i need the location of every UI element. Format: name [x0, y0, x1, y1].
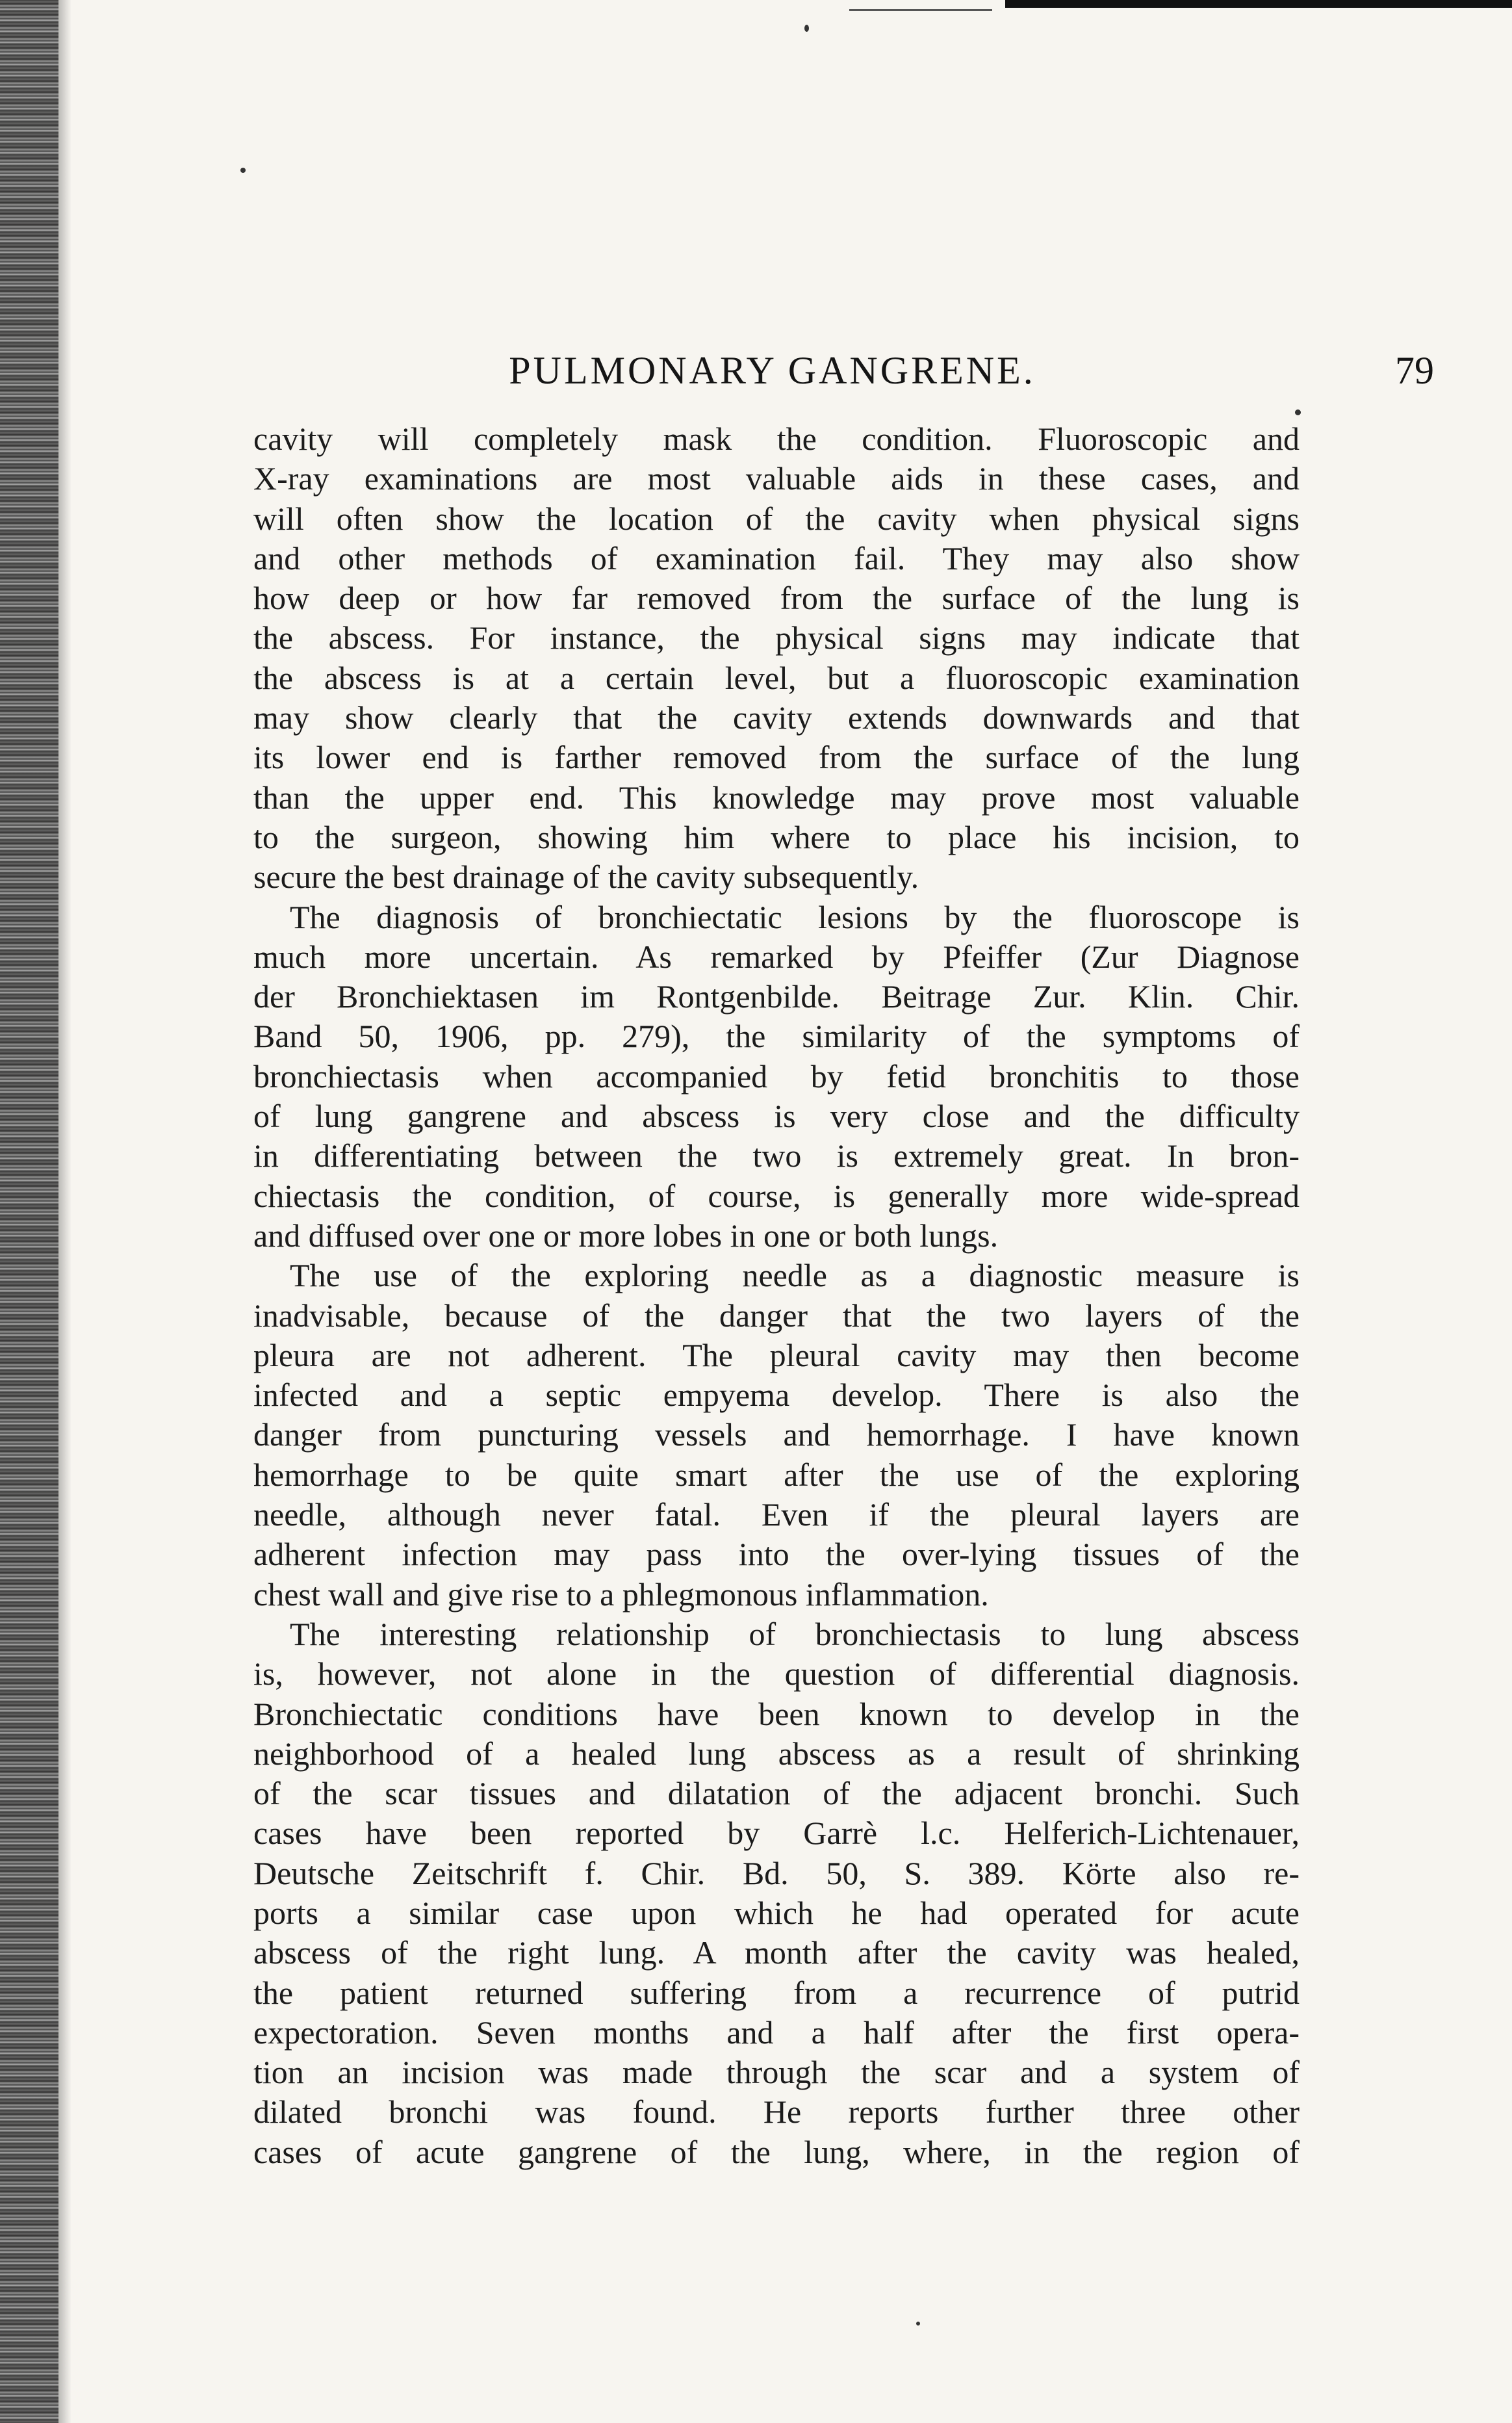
text-line: the patient returned suffering from a recurrence of putrid — [253, 1974, 1300, 2011]
text-line: neighborhood of a healed lung abscess as a result of shrinking — [253, 1735, 1300, 1772]
body-text — [253, 419, 1300, 2172]
ink-speck — [916, 2322, 920, 2326]
text-line: abscess of the right lung. A month after the cavity was healed, — [253, 1934, 1300, 1971]
text-line: and diffused over one or more lobes in one or both lungs. — [253, 1217, 999, 1254]
text-line: infected and a septic empyema develop. There is also the — [253, 1377, 1300, 1414]
paragraph — [253, 1614, 1300, 2172]
text-line: the abscess. For instance, the physical signs may indicate that — [253, 619, 1300, 656]
text-line: to the surgeon, showing him where to place his incision, to — [253, 818, 1300, 855]
text-line: hemorrhage to be quite smart after the use of the exploring — [253, 1456, 1300, 1493]
running-head: PULMONARY GANGRENE. — [509, 349, 1036, 392]
top-edge-rule — [1005, 0, 1512, 8]
text-line: of the scar tissues and dilatation of the adjacent bronchi. Such — [253, 1775, 1300, 1812]
text-line: in differentiating between the two is extremely great. In bron- — [253, 1137, 1300, 1174]
text-line: needle, although never fatal. Even if the pleural layers are — [253, 1496, 1300, 1533]
text-line: dilated bronchi was found. He reports further three other — [253, 2093, 1300, 2131]
text-line: its lower end is farther removed from the surface of the lung — [253, 739, 1300, 776]
text-line: tion an incision was made through the scar and a system of — [253, 2054, 1300, 2091]
text-line: inadvisable, because of the danger that the two layers of the — [253, 1297, 1300, 1334]
text-line: expectoration. Seven months and a half after the first opera- — [253, 2014, 1300, 2051]
text-line: ports a similar case upon which he had operated for acute — [253, 1894, 1300, 1931]
paragraph — [253, 1256, 1300, 1614]
text-line: secure the best drainage of the cavity subsequently. — [253, 859, 919, 896]
text-line: how deep or how far removed from the surface of the lung is — [253, 580, 1300, 617]
text-line: the abscess is at a certain level, but a fluoroscopic examination — [253, 659, 1300, 696]
text-line: may show clearly that the cavity extends downwards and that — [253, 699, 1300, 736]
text-line: and other methods of examination fail. They may also show — [253, 539, 1300, 577]
paragraph — [253, 898, 1300, 1256]
top-edge-thin-rule — [849, 9, 992, 11]
text-line: bronchiectasis when accompanied by fetid bronchitis to those — [253, 1057, 1300, 1095]
text-line: much more uncertain. As remarked by Pfeiffer (Zur Diagnose — [253, 938, 1300, 975]
text-line: will often show the location of the cavity when physical signs — [253, 500, 1300, 537]
text-line: than the upper end. This knowledge may prove most valuable — [253, 779, 1300, 816]
text-line: The diagnosis of bronchiectatic lesions by the fluoroscope is — [290, 898, 1300, 935]
text-line: Bronchiectatic conditions have been known to develop in the — [253, 1695, 1300, 1732]
text-line: of lung gangrene and abscess is very close and the difficulty — [253, 1098, 1300, 1135]
text-line: The interesting relationship of bronchiectasis to lung abscess — [290, 1615, 1300, 1652]
text-line: der Bronchiektasen im Rontgenbilde. Beitrage Zur. Klin. Chir. — [253, 978, 1300, 1015]
text-line: X-ray examinations are most valuable aids in these cases, and — [253, 460, 1300, 497]
text-line: adherent infection may pass into the over-lying tissues of the — [253, 1536, 1300, 1573]
paragraph — [253, 419, 1300, 898]
page-binding-edge — [0, 0, 58, 2423]
text-line: Band 50, 1906, pp. 279), the similarity of the symptoms of — [253, 1018, 1300, 1055]
text-line: is, however, not alone in the question of differential diagnosis. — [253, 1655, 1300, 1692]
text-line: chest wall and give rise to a phlegmonous inflammation. — [253, 1575, 989, 1613]
text-line: pleura are not adherent. The pleural cavity may then become — [253, 1336, 1300, 1373]
text-line: danger from puncturing vessels and hemorrhage. I have known — [253, 1416, 1300, 1453]
ink-speck — [804, 25, 809, 32]
text-line: cavity will completely mask the condition. Fluoroscopic and — [253, 421, 1300, 457]
ink-speck — [240, 168, 246, 173]
text-line: cases of acute gangrene of the lung, where, in the region of — [253, 2133, 1300, 2170]
page-header — [247, 344, 1434, 396]
text-line: The use of the exploring needle as a diagnostic measure is — [290, 1257, 1300, 1294]
text-line: Deutsche Zeitschrift f. Chir. Bd. 50, S. 389. Körte also re- — [253, 1854, 1300, 1891]
ink-speck — [1295, 409, 1301, 415]
text-line: chiectasis the condition, of course, is generally more wide-spread — [253, 1177, 1300, 1214]
page-number: 79 — [1395, 349, 1434, 392]
text-line: cases have been reported by Garrè l.c. Helferich-Lichtenauer, — [253, 1815, 1300, 1852]
